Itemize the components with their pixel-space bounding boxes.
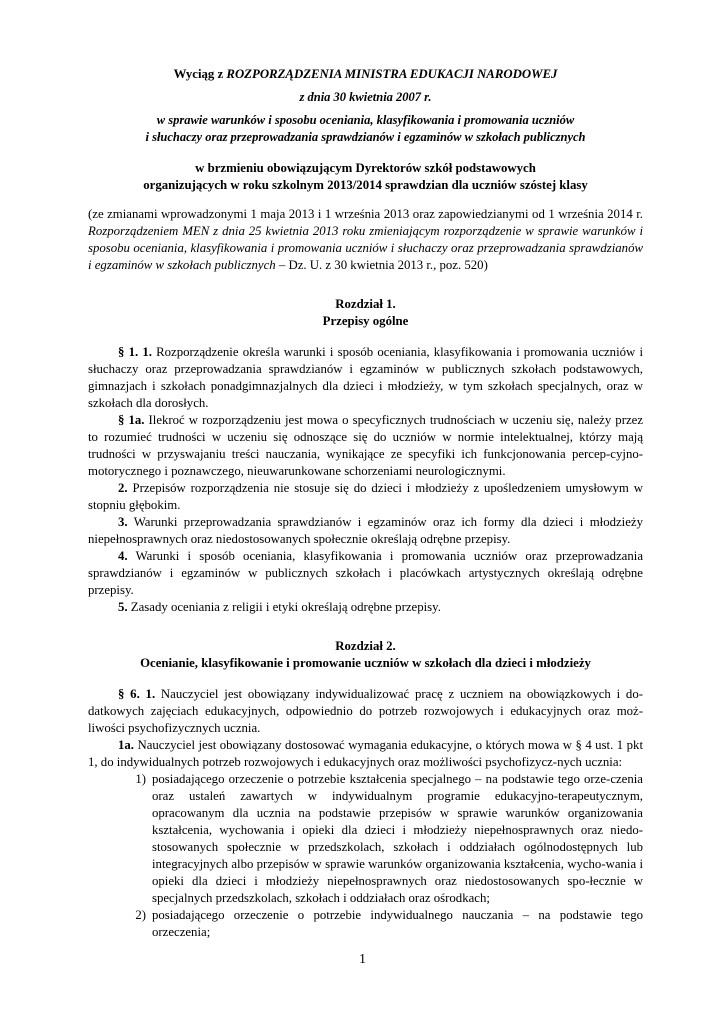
paragraph (88, 548, 643, 599)
paragraph (88, 412, 643, 480)
chapter-2-title: Ocenianie, klasyfikowanie i promowanie uczniów w szkołach dla dzieci i młodzieży (140, 656, 591, 670)
paragraph-label: 1a. (118, 738, 134, 752)
title-prefix: Wyciąg z (173, 67, 227, 81)
chapter-1-title: Przepisy ogólne (322, 314, 409, 328)
paragraph-text: Warunki i sposób oceniania, klasyfikowania i promowania uczniów oraz przeprowadzania sprawdzianów i egzaminów w publicznych szkołach i placówkach artystycznych określają odrębne przepisy. (88, 549, 643, 597)
page-number: 1 (359, 952, 366, 967)
subject-line-1: w sprawie warunków i sposobu oceniania, klasyfikowania i promowania uczniów (156, 113, 575, 127)
paragraph (88, 599, 643, 616)
document-page (88, 66, 643, 941)
numbered-list (88, 771, 643, 941)
list-item-text: posiadającego orzeczenie o potrzebie kształcenia specjalnego – na podstawie tego orze-czenia oraz ustaleń zawartych w indywidualnym programie edukacyjno-terapeutycznym, opracowanym dla ucznia na podstawie przepisów w sprawie warunków organizowania kształcenia, wychowania i opieki dla dzieci i młodzieży niepełnosprawnych oraz niedo-stosowanych społecznie w przedszkolach, szkołach i oddziałach ogólnodostępnych lub integracyjnych albo przepisów w sprawie warunków organizowania kształcenia, wycho-wania i opieki dla dzieci i młodzieży niepełnosprawnych oraz niedostosowanych spo-łecznie w specjalnych przedszkolach, szkołach i oddziałach oraz ośrodkach; (152, 772, 643, 905)
list-item (88, 771, 643, 907)
scope-line-2: organizujących w roku szkolnym 2013/2014 sprawdzian dla uczniów szóstej klasy (143, 178, 588, 192)
paragraph-text: Przepisów rozporządzenia nie stosuje się do dzieci i młodzieży z upośledzeniem umysłowym w stopniu głębokim. (88, 481, 643, 512)
paragraph-text: Warunki przeprowadzania sprawdzianów i egzaminów oraz ich formy dla dzieci i młodzieży niepełnosprawnych oraz niedostosowanych społecznie określają odrębne przepisy. (88, 515, 643, 546)
chapter-1-heading (88, 296, 643, 330)
chapter-2-number: Rozdział 2. (335, 639, 396, 653)
list-item-text: posiadającego orzeczenie o potrzebie indywidualnego nauczania – na podstawie tego orzeczenia; (152, 908, 643, 939)
paragraph (88, 686, 643, 737)
intro-part-2: Rozporządzeniem MEN z dnia 25 kwietnia 2013 roku zmieniającym rozporządzenie w sprawie warunków i sposobu oceniania, klasyfikowania i promowania uczniów i słuchaczy oraz przeprowadzania sprawdzianów i egzaminów w szkołach publicznych (88, 224, 643, 272)
paragraph (88, 737, 643, 771)
scope-line-1: w brzmieniu obowiązującym Dyrektorów szkół podstawowych (195, 161, 536, 175)
paragraph-label: § 1a. (118, 413, 145, 427)
intro-note (88, 206, 643, 274)
intro-part-1: (ze zmianami wprowadzonymi 1 maja 2013 i 1 września 2013 oraz zapowiedzianymi od 1 września 2014 r. (88, 207, 643, 221)
chapter-1-number: Rozdział 1. (335, 297, 396, 311)
paragraph-label: § 6. 1. (118, 687, 156, 701)
paragraph-label: 4. (118, 549, 128, 563)
paragraph-label: 3. (118, 515, 128, 529)
subject-line-2: i słuchaczy oraz przeprowadzania sprawdzianów i egzaminów w szkołach publicznych (145, 130, 586, 144)
list-item-number: 1) (135, 772, 146, 786)
title-main: ROZPORZĄDZENIA MINISTRA EDUKACJI NARODOWEJ (226, 67, 558, 81)
paragraph (88, 480, 643, 514)
paragraph-text: Rozporządzenie określa warunki i sposób oceniania, klasyfikowania i promowania uczniów i słuchaczy oraz przeprowadzania sprawdzianów i egzaminów w publicznych szkołach podstawowych, gimnazjach i szkołach ponadgimnazjalnych dla dzieci i młodzieży, w tym szkołach specjalnych, oraz w szkołach dla dorosłych. (88, 345, 643, 410)
paragraph (88, 514, 643, 548)
paragraph-label: § 1. 1. (118, 345, 152, 359)
paragraph-text: Nauczyciel jest obowiązany indywidualizować pracę z uczniem na obowiązkowych i do-datkowych zajęciach edukacyjnych, odpowiednio do potrzeb rozwojowych i edukacyjnych oraz moż-liwości psychofizycznych ucznia. (88, 687, 643, 735)
document-date: z dnia 30 kwietnia 2007 r. (299, 90, 432, 104)
paragraph-text: Nauczyciel jest obowiązany dostosować wymagania edukacyjne, o których mowa w § 4 ust. 1 pkt 1, do indywidualnych potrzeb rozwojowych i edukacyjnych oraz możliwości psychofizycz-nych ucznia: (88, 738, 643, 769)
document-title (88, 66, 643, 83)
paragraph-label: 5. (118, 600, 128, 614)
paragraph (88, 344, 643, 412)
paragraph-label: 2. (118, 481, 128, 495)
list-item (88, 907, 643, 941)
chapter-2-heading (88, 638, 643, 672)
list-item-number: 2) (135, 908, 146, 922)
paragraph-text: Ilekroć w rozporządzeniu jest mowa o specyficznych trudnościach w uczeniu się, należy przez to rozumieć trudności w uczeniu się odnoszące się do uczniów w normie intelektualnej, którzy mają trudności w przyswajaniu treści nauczania, wynikające ze specyfiki ich funkcjonowania percep-cyjno-motorycznego i poznawczego, nieuwarunkowane schorzeniami neurologicznymi. (88, 413, 643, 478)
paragraph-text: Zasady oceniania z religii i etyki określają odrębne przepisy. (127, 600, 441, 614)
intro-part-3: – Dz. U. z 30 kwietnia 2013 r., poz. 520) (275, 258, 488, 272)
